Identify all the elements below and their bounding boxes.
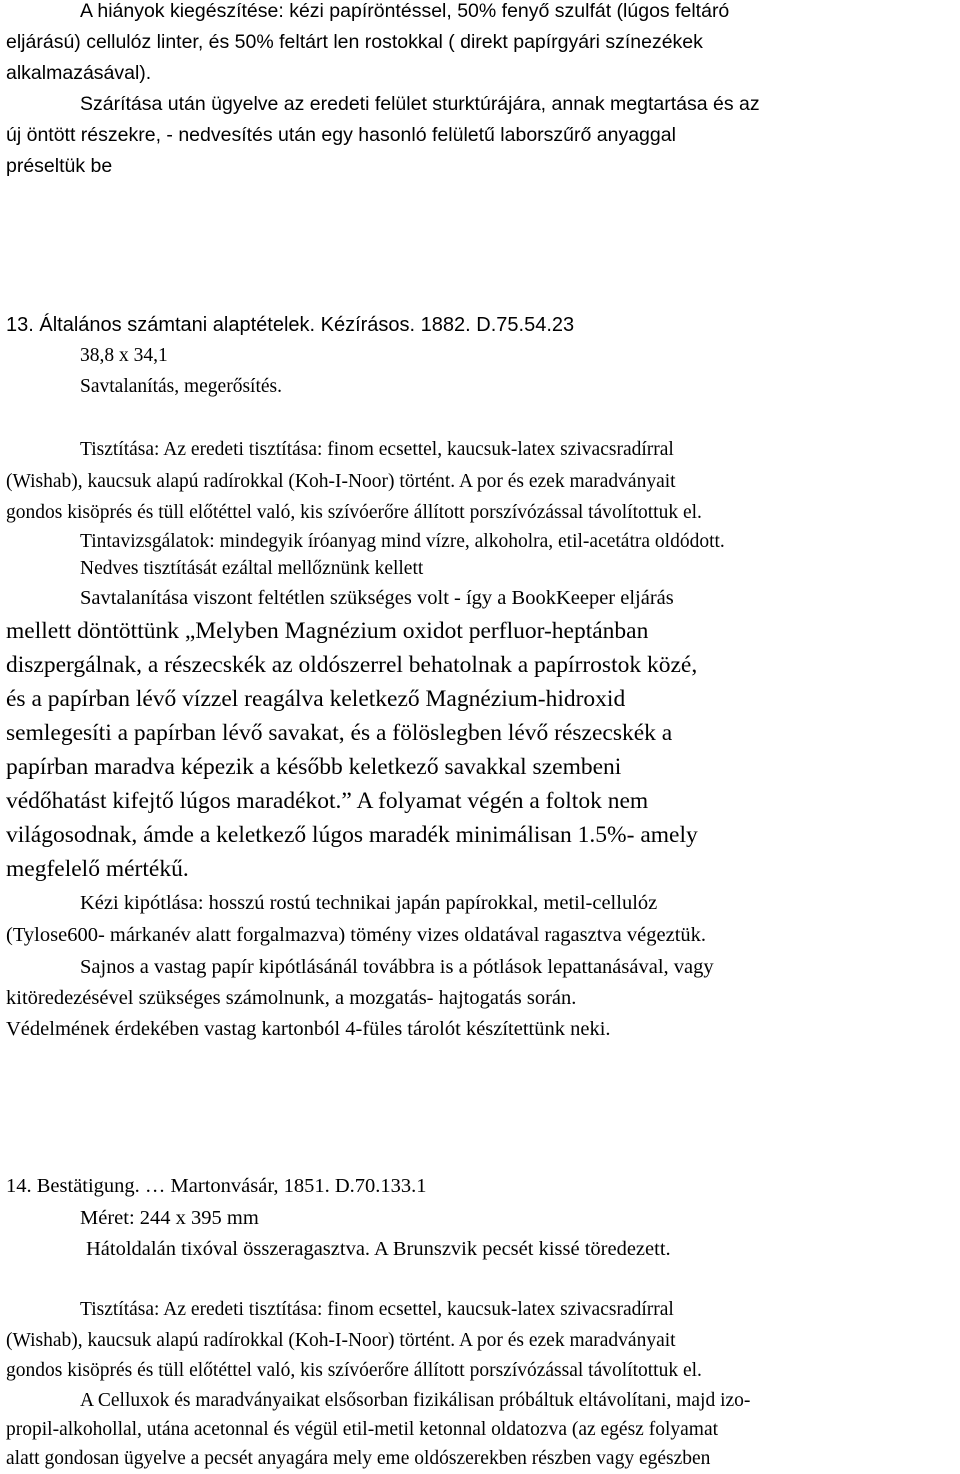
item14-cleaning-1: Tisztítása: Az eredeti tisztítása: finom ecsettel, kaucsuk-latex szivacsradírral	[80, 1299, 674, 1320]
item13-cleaning-1: Tisztítása: Az eredeti tisztítása: finom ecsettel, kaucsuk-latex szivacsradírral	[80, 439, 674, 460]
item13-deacid-3: diszpergálnak, a részecskék az oldószerrel behatolnak a papírrostok közé,	[6, 652, 698, 678]
item13-deacid-2: mellett döntöttünk „Melyben Magnézium oxidot perfluor-heptánban	[6, 618, 649, 644]
item13-deacid-5: semlegesíti a papírban lévő savakat, és a fölöslegben lévő részecskék a	[6, 720, 673, 746]
intro-line-5: új öntött részekre, - nedvesítés után egy hasonló felületű laborszűrő anyaggal	[6, 124, 676, 146]
item13-deacid-1: Savtalanítása viszont feltétlen szükséges volt - így a BookKeeper eljárás	[80, 587, 674, 609]
item13-size: 38,8 x 34,1	[80, 345, 168, 366]
item13-task: Savtalanítás, megerősítés.	[80, 376, 282, 397]
intro-line-4: Szárítása után ügyelve az eredeti felület sturktúrájára, annak megtartása és az	[80, 93, 760, 115]
item14-heading: 14. Bestätigung. … Martonvásár, 1851. D.70.133.1	[6, 1175, 427, 1197]
item13-repair-5: Védelmének érdekében vastag kartonból 4-füles tárolót készítettünk neki.	[6, 1018, 611, 1040]
intro-line-2: eljárású) cellulóz linter, és 50% feltárt len rostokkal ( direkt papírgyári színezékek	[6, 31, 703, 53]
item13-cleaning-2: (Wishab), kaucsuk alapú radírokkal (Koh-I-Noor) történt. A por és ezek maradványait	[6, 471, 676, 492]
item13-cleaning-4: Tintavizsgálatok: mindegyik íróanyag mind vízre, alkoholra, etil-acetátra oldódott.	[80, 531, 725, 552]
item13-deacid-9: megfelelő mértékű.	[6, 856, 189, 882]
item13-deacid-7: védőhatást kifejtő lúgos maradékot.” A folyamat végén a foltok nem	[6, 788, 649, 814]
item14-cleaning-6: alatt gondosan ügyelve a pecsét anyagára mely eme oldószerekben részben vagy egészben	[6, 1448, 711, 1469]
item14-cleaning-3: gondos kisöprés és tüll előtéttel való, kis szívóerőre állított porszívózással távolítottuk el.	[6, 1360, 702, 1381]
item14-size: Méret: 244 x 395 mm	[80, 1207, 259, 1229]
item14-cleaning-4: A Celluxok és maradványaikat elsősorban fizikálisan próbáltuk eltávolítani, majd izo-	[80, 1390, 751, 1411]
item13-cleaning-3: gondos kisöprés és tüll előtéttel való, kis szívóerőre állított porszívózással távolítottuk el.	[6, 502, 702, 523]
intro-line-1: A hiányok kiegészítése: kézi papíröntéssel, 50% fenyő szulfát (lúgos feltáró	[80, 0, 730, 22]
item13-cleaning-5: Nedves tisztítását ezáltal mellőznünk kellett	[80, 558, 424, 579]
item13-repair-4: kitöredezésével szükséges számolnunk, a mozgatás- hajtogatás során.	[6, 987, 577, 1009]
intro-line-3: alkalmazásával).	[6, 62, 152, 84]
item14-note: Hátoldalán tixóval összeragasztva. A Brunszvik pecsét kissé töredezett.	[86, 1238, 671, 1260]
intro-line-6: préseltük be	[6, 155, 113, 177]
item13-deacid-6: papírban maradva képezik a később keletkező savakkal szembeni	[6, 754, 622, 780]
item13-deacid-4: és a papírban lévő vízzel reagálva keletkező Magnézium-hidroxid	[6, 686, 626, 712]
item14-cleaning-5: propil-alkohollal, utána acetonnal és végül etil-metil ketonnal oldatozva (az egész folyamat	[6, 1419, 719, 1440]
item14-cleaning-2: (Wishab), kaucsuk alapú radírokkal (Koh-I-Noor) történt. A por és ezek maradványait	[6, 1330, 676, 1351]
item13-repair-3: Sajnos a vastag papír kipótlásánál továbbra is a pótlások lepattanásával, vagy	[80, 956, 714, 978]
item13-heading: 13. Általános számtani alaptételek. Kézírásos. 1882. D.75.54.23	[6, 314, 575, 336]
item13-repair-1: Kézi kipótlása: hosszú rostú technikai japán papírokkal, metil-cellulóz	[80, 892, 658, 914]
item13-repair-2: (Tylose600- márkanév alatt forgalmazva) tömény vizes oldatával ragasztva végeztük.	[6, 924, 707, 946]
item13-deacid-8: világosodnak, ámde a keletkező lúgos maradék minimálisan 1.5%- amely	[6, 822, 698, 848]
